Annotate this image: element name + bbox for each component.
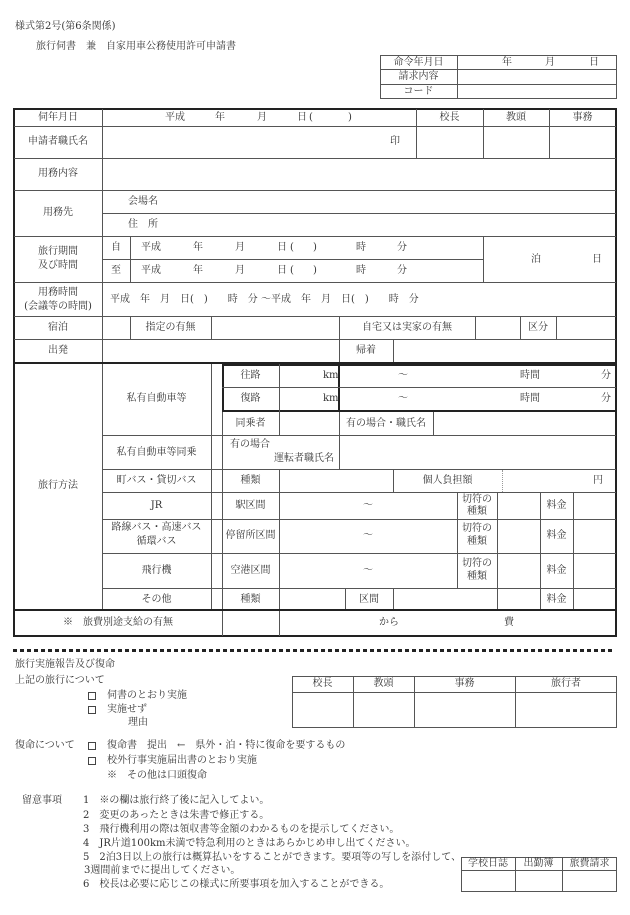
- date-year: 年: [215, 112, 225, 123]
- note-item: 2 変更のあったときは朱書で修正する。: [83, 810, 270, 821]
- passenger-name-label: 有の場合・職氏名: [346, 418, 426, 429]
- from-month: 月: [235, 242, 245, 253]
- divider: [102, 213, 616, 214]
- lodging-label: 宿泊: [48, 322, 68, 333]
- return-report-label: 復命について: [15, 740, 75, 751]
- business-time-label-1: 用務時間: [38, 287, 78, 298]
- seal-mark: 印: [390, 136, 400, 147]
- report-approver-principal: 校長: [312, 678, 333, 689]
- driver-label-2: 運転者職氏名: [274, 453, 334, 464]
- divider: [457, 55, 458, 99]
- report-title: 旅行実施報告及び復命: [15, 659, 115, 670]
- to-label: 至: [111, 265, 121, 276]
- divider: [380, 69, 617, 70]
- airplane-fare-label: 料金: [546, 565, 567, 576]
- passenger-label: 同乗者: [235, 418, 266, 429]
- report-approver-vice-principal: 教頭: [373, 678, 394, 689]
- divider: [573, 493, 574, 610]
- divider: [556, 317, 557, 339]
- implemented-option: 伺書のとおり実施: [107, 690, 187, 701]
- divider: [292, 692, 617, 693]
- divider: [279, 611, 280, 636]
- order-date-label: 命令年月日: [393, 57, 444, 68]
- return-report-option-1: 復命書 提出 ← 県外・泊・特に復命を要するもの: [107, 740, 346, 751]
- other-type-label: 種類: [240, 594, 261, 605]
- return-label: 帰着: [356, 345, 376, 356]
- return-tilde: ～: [398, 393, 408, 404]
- business-time-range: 平成 年 月 日( ) 時 分 ～平成 年 月 日( ) 時 分: [110, 294, 419, 305]
- jr-label: JR: [150, 500, 163, 511]
- return-hours: 時間: [520, 393, 540, 404]
- business-time-label-2: (会議等の時間): [24, 301, 92, 312]
- divider: [339, 436, 340, 470]
- other-fare-label: 料金: [546, 594, 567, 605]
- airplane-tilde: ～: [363, 565, 373, 576]
- driver-label-1: 有の場合: [230, 439, 270, 450]
- divider: [475, 317, 476, 339]
- form-title: 旅行伺書 兼 自家用車公務使用許可申請書: [36, 41, 236, 52]
- divider: [14, 282, 616, 283]
- return-report-submit-checkbox[interactable]: [88, 742, 96, 750]
- outbound-label: 往路: [240, 370, 261, 381]
- divider: [102, 553, 616, 554]
- divider: [461, 870, 617, 871]
- venue-label: 会場名: [128, 196, 158, 207]
- code-label: コード: [403, 86, 434, 97]
- category-label: 区分: [528, 322, 548, 333]
- travel-method-label: 旅行方法: [38, 480, 78, 491]
- order-day: 日: [589, 57, 599, 68]
- approver-vice-principal: 教頭: [506, 112, 526, 123]
- from-hour: 時: [356, 242, 366, 253]
- divider: [279, 364, 280, 436]
- reason-label: 理由: [128, 717, 148, 728]
- jr-fare-label: 料金: [546, 500, 567, 511]
- divider: [211, 364, 212, 610]
- airplane-ticket-label-1: 切符の: [462, 558, 492, 569]
- date-paren-close: ): [348, 112, 352, 123]
- divider: [393, 340, 394, 363]
- from-day: 日: [277, 242, 287, 253]
- date-month: 月: [257, 112, 267, 123]
- business-content-label: 用務内容: [38, 168, 78, 179]
- note-item: 3 飛行機利用の際は領収書等金額のわかるものを提示してください。: [83, 824, 400, 835]
- divider: [222, 387, 616, 388]
- divider: [14, 316, 616, 317]
- divider: [102, 469, 616, 470]
- divider: [102, 519, 616, 520]
- form-number: 様式第2号(第6条関係): [15, 21, 116, 32]
- notes-label: 留意事項: [22, 795, 62, 806]
- records-school-diary: 学校日誌: [468, 858, 508, 869]
- divider: [211, 317, 212, 339]
- divider: [102, 435, 616, 436]
- to-era: 平成: [141, 265, 161, 276]
- divider: [102, 492, 616, 493]
- applicant-label: 申請者職氏名: [28, 136, 88, 147]
- route-bus-section-label: 停留所区間: [225, 530, 276, 541]
- personal-cost-label: 個人負担額: [422, 475, 473, 486]
- town-bus-type-label: 種類: [240, 475, 261, 486]
- outbound-hours: 時間: [520, 370, 540, 381]
- jr-ticket-label-1: 切符の: [462, 494, 492, 505]
- return-km: km: [323, 393, 339, 404]
- implemented-checkbox[interactable]: [88, 692, 96, 700]
- order-month: 月: [545, 57, 555, 68]
- divider: [102, 109, 103, 609]
- note-item: 3週間前までに提出してください。: [84, 865, 241, 876]
- date-day: 日: [297, 112, 307, 123]
- nights-label: 泊: [531, 254, 541, 265]
- address-label: 住 所: [128, 219, 158, 230]
- to-year: 年: [193, 265, 203, 276]
- note-item: 1 ※の欄は旅行終了後に記入してよい。: [83, 795, 270, 806]
- return-minutes: 分: [601, 393, 611, 404]
- divider: [380, 84, 617, 85]
- not-implemented-checkbox[interactable]: [88, 706, 96, 714]
- private-car-route-frame: [222, 364, 617, 412]
- request-date-label: 伺年月日: [38, 112, 78, 123]
- to-month: 月: [235, 265, 245, 276]
- route-bus-ticket-label-2: 種類: [467, 536, 487, 547]
- from-era: 平成: [141, 242, 161, 253]
- order-year: 年: [502, 57, 512, 68]
- departure-label: 出発: [48, 345, 68, 356]
- travel-period-label-1: 旅行期間: [38, 246, 78, 257]
- to-hour: 時: [356, 265, 366, 276]
- divider: [102, 588, 616, 589]
- divider: [14, 236, 616, 237]
- date-era: 平成: [165, 112, 185, 123]
- divider: [433, 412, 434, 436]
- designated-label: 指定の有無: [145, 322, 196, 333]
- divider: [14, 339, 616, 340]
- report-approver-office: 事務: [454, 678, 475, 689]
- from-paren-open: (: [290, 242, 294, 253]
- outbound-minutes: 分: [601, 370, 611, 381]
- divider: [102, 259, 483, 260]
- from-paren-close: ): [313, 242, 317, 253]
- to-day: 日: [277, 265, 287, 276]
- return-report-event-checkbox[interactable]: [88, 757, 96, 765]
- airplane-ticket-label-2: 種類: [467, 571, 487, 582]
- divider: [14, 158, 616, 159]
- days-label: 日: [592, 254, 602, 265]
- note-item: 6 校長は必要に応じこの様式に所要事項を加入することができる。: [83, 879, 390, 890]
- report-approver-traveler: 旅行者: [551, 678, 581, 689]
- divider: [502, 470, 504, 492]
- route-bus-label-1: 路線バス・高速バス: [111, 522, 202, 533]
- from-label: 自: [111, 242, 121, 253]
- other-section-label: 区間: [359, 594, 379, 605]
- to-paren-close: ): [313, 265, 317, 276]
- divider: [14, 609, 616, 611]
- divider: [14, 126, 616, 127]
- other-label: その他: [141, 594, 172, 605]
- divider: [497, 493, 498, 610]
- records-travel-claim: 旅費請求: [569, 858, 610, 869]
- jr-tilde: ～: [363, 500, 373, 511]
- note-item: 5 2泊3日以上の旅行は概算払いをすることができます。要項等の写しを添付して、: [83, 852, 462, 863]
- from-year: 年: [193, 242, 203, 253]
- airplane-label: 飛行機: [141, 565, 172, 576]
- jr-section-label: 駅区間: [235, 500, 266, 511]
- private-car-label: 私有自動車等: [126, 393, 187, 404]
- route-bus-label-2: 循環バス: [136, 536, 177, 547]
- town-bus-label: 町バス・貸切バス: [116, 475, 197, 486]
- to-minute: 分: [397, 265, 407, 276]
- from-minute: 分: [397, 242, 407, 253]
- expense-text: 費: [504, 617, 514, 628]
- approver-principal: 校長: [439, 112, 460, 123]
- yen-label: 円: [593, 475, 603, 486]
- note-item: 4 JR片道100km未満で特急利用のときはあらかじめ申し出てください。: [83, 838, 416, 849]
- from-text: から: [379, 617, 399, 628]
- car-share-label: 私有自動車等同乗: [116, 447, 197, 458]
- request-content-label: 請求内容: [398, 71, 439, 82]
- report-intro: 上記の旅行について: [15, 675, 105, 686]
- not-implemented-option: 実施せず: [107, 704, 147, 715]
- return-route-label: 復路: [240, 393, 261, 404]
- separate-payment-label: ※ 旅費別途支給の有無: [63, 617, 173, 628]
- date-paren-open: (: [309, 112, 313, 123]
- return-report-option-2: 校外行事実施届出書のとおり実施: [107, 755, 257, 766]
- divider: [393, 589, 394, 610]
- route-bus-tilde: ～: [363, 530, 373, 541]
- destination-label: 用務先: [43, 207, 73, 218]
- cut-line: [13, 649, 615, 652]
- approver-office: 事務: [572, 112, 593, 123]
- home-label: 自宅又は実家の有無: [362, 322, 452, 333]
- travel-period-label-2: 及び時間: [38, 260, 78, 271]
- divider: [222, 611, 223, 636]
- outbound-tilde: ～: [398, 370, 408, 381]
- route-bus-fare-label: 料金: [546, 530, 567, 541]
- divider: [14, 190, 616, 191]
- jr-ticket-label-2: 種類: [467, 506, 487, 517]
- airplane-section-label: 空港区間: [230, 565, 271, 576]
- return-report-note: ※ その他は口頭復命: [107, 770, 207, 781]
- route-bus-ticket-label-1: 切符の: [462, 523, 492, 534]
- outbound-km: km: [323, 370, 339, 381]
- divider: [483, 237, 484, 282]
- to-paren-open: (: [290, 265, 294, 276]
- records-attendance: 出勤簿: [523, 858, 554, 869]
